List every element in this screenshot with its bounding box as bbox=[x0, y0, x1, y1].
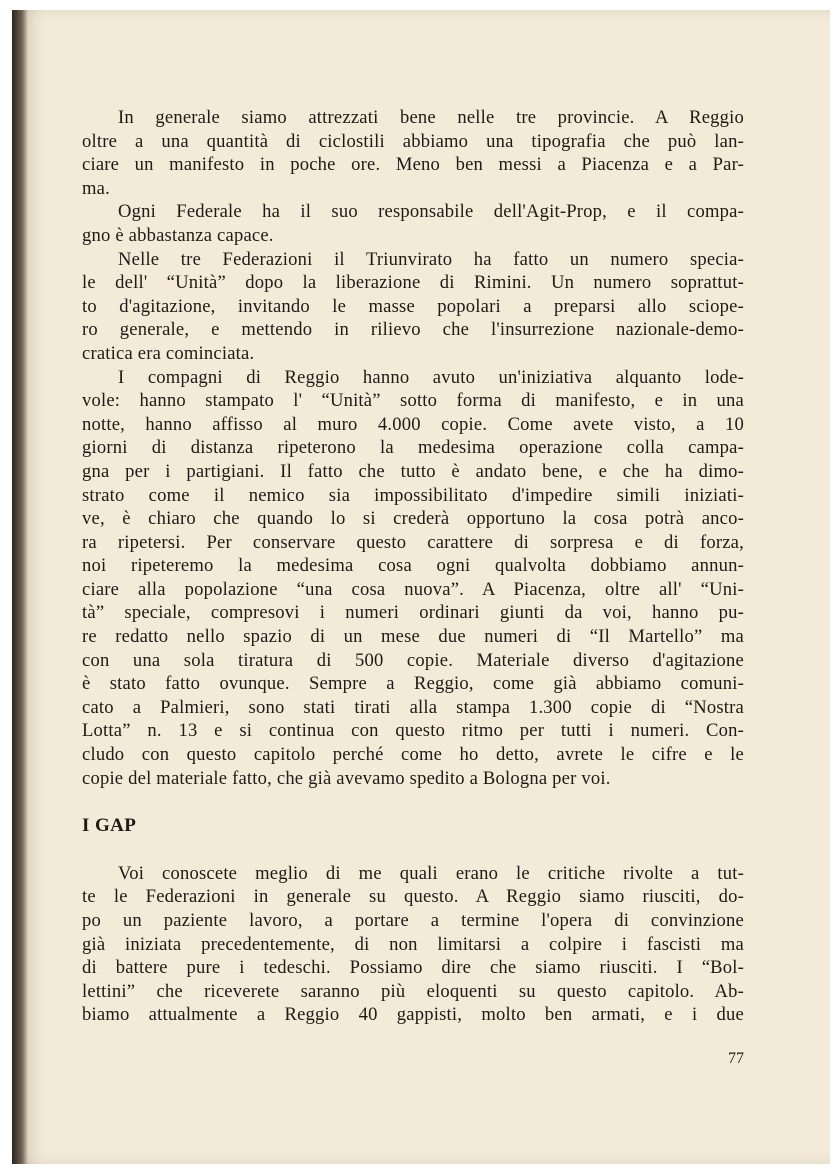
text-line: di battere pure i tedeschi. Possiamo dire che siamo riusciti. I “Bol- bbox=[82, 957, 744, 979]
text-line: I compagni di Reggio hanno avuto un'iniziativa alquanto lode- bbox=[118, 366, 744, 388]
text-line: ve, è chiaro che quando lo si crederà opportuno la cosa potrà anco- bbox=[82, 508, 744, 530]
text-line: ciare alla popolazione “una cosa nuova”. A Piacenza, oltre all' “Uni- bbox=[82, 578, 744, 600]
section-heading: I GAP bbox=[82, 815, 137, 837]
page-body-text bbox=[82, 106, 744, 1027]
paragraph bbox=[82, 248, 744, 366]
text-line: notte, hanno affisso al muro 4.000 copie. Come avete visto, a 10 bbox=[82, 413, 744, 435]
text-line: cato a Palmieri, sono stati tirati alla stampa 1.300 copie di “Nostra bbox=[82, 696, 744, 718]
text-line: to d'agitazione, invitando le masse popolari a preparsi allo sciope- bbox=[82, 295, 744, 317]
text-line: ma. bbox=[82, 177, 110, 199]
text-line: Voi conoscete meglio di me quali erano le critiche rivolte a tut- bbox=[118, 862, 744, 884]
text-line: Lotta” n. 13 e si continua con questo ritmo per tutti i numeri. Con- bbox=[82, 720, 744, 742]
text-line: cludo con questo capitolo perché come ho detto, avrete le cifre e le bbox=[82, 744, 744, 766]
text-line: noi ripeteremo la medesima cosa ogni qualvolta dobbiamo annun- bbox=[82, 555, 744, 577]
text-line: gna per i partigiani. Il fatto che tutto è andato bene, e che ha dimo- bbox=[82, 460, 744, 482]
text-line: Ogni Federale ha il suo responsabile dell'Agit-Prop, e il compa- bbox=[118, 201, 744, 223]
text-line: ciare un manifesto in poche ore. Meno ben messi a Piacenza e a Par- bbox=[82, 154, 744, 176]
book-spine-shadow bbox=[12, 10, 28, 1164]
text-line: giorni di distanza ripeterono la medesima operazione colla campa- bbox=[82, 437, 744, 459]
text-line: già iniziata precedentemente, di non limitarsi a colpire i fascisti ma bbox=[82, 933, 744, 955]
text-line: lettini” che riceverete saranno più eloquenti su questo capitolo. Ab- bbox=[82, 980, 744, 1002]
text-line: te le Federazioni in generale su questo. A Reggio siamo riusciti, do- bbox=[82, 886, 744, 908]
text-line: biamo attualmente a Reggio 40 gappisti, molto ben armati, e i due bbox=[82, 1004, 744, 1026]
paragraph bbox=[82, 862, 744, 1027]
text-line: ra ripetersi. Per conservare questo carattere di sorpresa e di forza, bbox=[82, 531, 744, 553]
text-line: In generale siamo attrezzati bene nelle tre provincie. A Reggio bbox=[118, 107, 744, 128]
text-line: strato come il nemico sia impossibilitato d'impedire simili iniziati- bbox=[82, 484, 744, 506]
text-line: po un paziente lavoro, a portare a termine l'opera di convinzione bbox=[82, 910, 744, 931]
text-line: cratica era cominciata. bbox=[82, 342, 255, 364]
paragraph bbox=[82, 106, 744, 200]
text-line: oltre a una quantità di ciclostili abbiamo una tipografia che può lan- bbox=[82, 130, 744, 152]
book-page bbox=[12, 10, 830, 1164]
paragraph bbox=[82, 200, 744, 247]
text-line: gno è abbastanza capace. bbox=[82, 224, 274, 246]
text-line: ro generale, e mettendo in rilievo che l'insurrezione nazionale-demo- bbox=[82, 319, 744, 341]
text-line: con una sola tiratura di 500 copie. Materiale diverso d'agitazione bbox=[82, 649, 744, 671]
page-number: 77 bbox=[728, 1050, 744, 1067]
text-line: Nelle tre Federazioni il Triunvirato ha fatto un numero specia- bbox=[118, 248, 744, 270]
text-line: è stato fatto ovunque. Sempre a Reggio, come già abbiamo comuni- bbox=[82, 673, 744, 695]
text-line: copie del materiale fatto, che già avevamo spedito a Bologna per voi. bbox=[82, 767, 611, 789]
paragraph bbox=[82, 366, 744, 791]
text-line: le dell' “Unità” dopo la liberazione di Rimini. Un numero soprattut- bbox=[82, 272, 744, 294]
text-line: re redatto nello spazio di un mese due numeri di “Il Martello” ma bbox=[82, 626, 744, 648]
text-line: tà” speciale, compresovi i numeri ordinari giunti da voi, hanno pu- bbox=[82, 602, 744, 624]
text-line: vole: hanno stampato l' “Unità” sotto forma di manifesto, e in una bbox=[82, 390, 744, 412]
